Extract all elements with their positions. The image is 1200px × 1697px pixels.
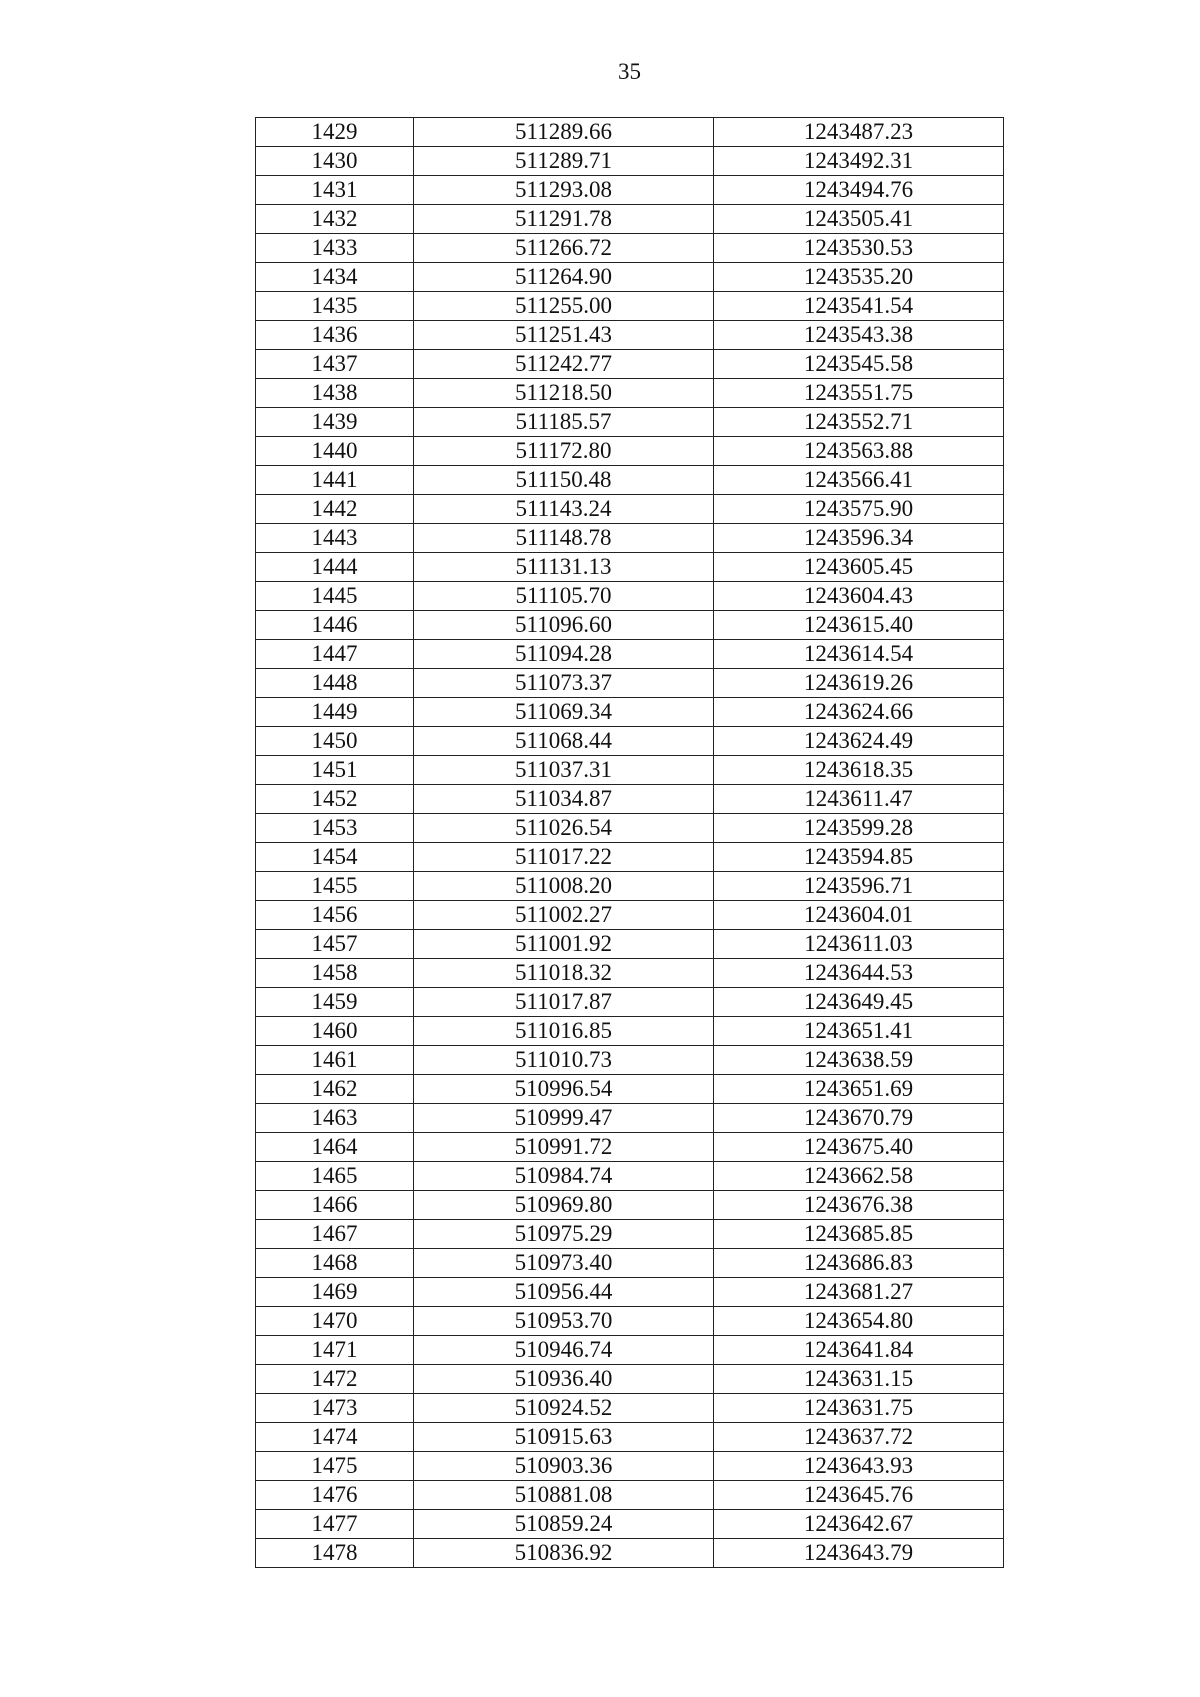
point-number-cell: 1442 [256,495,414,524]
point-number-cell: 1473 [256,1394,414,1423]
table-row [256,176,1004,205]
y-coordinate-cell: 1243566.41 [714,466,1004,495]
table-row [256,1046,1004,1075]
y-coordinate-cell: 1243614.54 [714,640,1004,669]
table-row [256,1104,1004,1133]
table-row [256,118,1004,147]
y-coordinate-cell: 1243563.88 [714,437,1004,466]
point-number-cell: 1455 [256,872,414,901]
point-number-cell: 1435 [256,292,414,321]
point-number-cell: 1475 [256,1452,414,1481]
y-coordinate-cell: 1243675.40 [714,1133,1004,1162]
y-coordinate-cell: 1243605.45 [714,553,1004,582]
x-coordinate-cell: 511185.57 [414,408,714,437]
point-number-cell: 1441 [256,466,414,495]
y-coordinate-cell: 1243596.71 [714,872,1004,901]
y-coordinate-cell: 1243596.34 [714,524,1004,553]
point-number-cell: 1438 [256,379,414,408]
x-coordinate-cell: 511017.22 [414,843,714,872]
point-number-cell: 1456 [256,901,414,930]
point-number-cell: 1440 [256,437,414,466]
x-coordinate-cell: 510969.80 [414,1191,714,1220]
x-coordinate-cell: 511017.87 [414,988,714,1017]
table-row [256,988,1004,1017]
y-coordinate-cell: 1243649.45 [714,988,1004,1017]
point-number-cell: 1437 [256,350,414,379]
x-coordinate-cell: 511037.31 [414,756,714,785]
point-number-cell: 1458 [256,959,414,988]
point-number-cell: 1472 [256,1365,414,1394]
table-row [256,1191,1004,1220]
x-coordinate-cell: 510946.74 [414,1336,714,1365]
y-coordinate-cell: 1243676.38 [714,1191,1004,1220]
y-coordinate-cell: 1243543.38 [714,321,1004,350]
point-number-cell: 1466 [256,1191,414,1220]
y-coordinate-cell: 1243643.93 [714,1452,1004,1481]
x-coordinate-cell: 510836.92 [414,1539,714,1568]
x-coordinate-cell: 510973.40 [414,1249,714,1278]
coordinates-table [255,117,1004,1568]
y-coordinate-cell: 1243551.75 [714,379,1004,408]
y-coordinate-cell: 1243492.31 [714,147,1004,176]
y-coordinate-cell: 1243631.15 [714,1365,1004,1394]
table-row [256,669,1004,698]
y-coordinate-cell: 1243545.58 [714,350,1004,379]
y-coordinate-cell: 1243651.69 [714,1075,1004,1104]
x-coordinate-cell: 511016.85 [414,1017,714,1046]
point-number-cell: 1454 [256,843,414,872]
point-number-cell: 1465 [256,1162,414,1191]
point-number-cell: 1460 [256,1017,414,1046]
point-number-cell: 1470 [256,1307,414,1336]
y-coordinate-cell: 1243685.85 [714,1220,1004,1249]
x-coordinate-cell: 510996.54 [414,1075,714,1104]
point-number-cell: 1468 [256,1249,414,1278]
table-row [256,379,1004,408]
y-coordinate-cell: 1243594.85 [714,843,1004,872]
x-coordinate-cell: 511143.24 [414,495,714,524]
point-number-cell: 1459 [256,988,414,1017]
point-number-cell: 1447 [256,640,414,669]
y-coordinate-cell: 1243604.43 [714,582,1004,611]
y-coordinate-cell: 1243611.47 [714,785,1004,814]
table-row [256,437,1004,466]
point-number-cell: 1444 [256,553,414,582]
y-coordinate-cell: 1243624.66 [714,698,1004,727]
x-coordinate-cell: 511291.78 [414,205,714,234]
table-row [256,727,1004,756]
point-number-cell: 1478 [256,1539,414,1568]
table-row [256,234,1004,263]
point-number-cell: 1436 [256,321,414,350]
y-coordinate-cell: 1243505.41 [714,205,1004,234]
x-coordinate-cell: 510936.40 [414,1365,714,1394]
table-row [256,263,1004,292]
point-number-cell: 1476 [256,1481,414,1510]
x-coordinate-cell: 511148.78 [414,524,714,553]
y-coordinate-cell: 1243552.71 [714,408,1004,437]
y-coordinate-cell: 1243615.40 [714,611,1004,640]
x-coordinate-cell: 511131.13 [414,553,714,582]
x-coordinate-cell: 511264.90 [414,263,714,292]
table-row [256,582,1004,611]
y-coordinate-cell: 1243535.20 [714,263,1004,292]
point-number-cell: 1434 [256,263,414,292]
point-number-cell: 1471 [256,1336,414,1365]
table-row [256,611,1004,640]
x-coordinate-cell: 510924.52 [414,1394,714,1423]
page-number: 35 [618,59,641,84]
y-coordinate-cell: 1243487.23 [714,118,1004,147]
y-coordinate-cell: 1243637.72 [714,1423,1004,1452]
x-coordinate-cell: 511266.72 [414,234,714,263]
y-coordinate-cell: 1243575.90 [714,495,1004,524]
table-row [256,292,1004,321]
table-row [256,1539,1004,1568]
y-coordinate-cell: 1243654.80 [714,1307,1004,1336]
table-row [256,1336,1004,1365]
point-number-cell: 1453 [256,814,414,843]
table-row [256,321,1004,350]
y-coordinate-cell: 1243643.79 [714,1539,1004,1568]
y-coordinate-cell: 1243651.41 [714,1017,1004,1046]
y-coordinate-cell: 1243541.54 [714,292,1004,321]
x-coordinate-cell: 510953.70 [414,1307,714,1336]
x-coordinate-cell: 510975.29 [414,1220,714,1249]
x-coordinate-cell: 511001.92 [414,930,714,959]
y-coordinate-cell: 1243631.75 [714,1394,1004,1423]
y-coordinate-cell: 1243618.35 [714,756,1004,785]
x-coordinate-cell: 511242.77 [414,350,714,379]
table-row [256,408,1004,437]
x-coordinate-cell: 510881.08 [414,1481,714,1510]
x-coordinate-cell: 511218.50 [414,379,714,408]
x-coordinate-cell: 511094.28 [414,640,714,669]
x-coordinate-cell: 510991.72 [414,1133,714,1162]
x-coordinate-cell: 511018.32 [414,959,714,988]
point-number-cell: 1463 [256,1104,414,1133]
table-row [256,1423,1004,1452]
x-coordinate-cell: 511289.66 [414,118,714,147]
table-row [256,1510,1004,1539]
point-number-cell: 1432 [256,205,414,234]
table-row [256,1365,1004,1394]
x-coordinate-cell: 511068.44 [414,727,714,756]
table-row [256,814,1004,843]
table-row [256,872,1004,901]
table-row [256,1481,1004,1510]
point-number-cell: 1449 [256,698,414,727]
y-coordinate-cell: 1243530.53 [714,234,1004,263]
point-number-cell: 1461 [256,1046,414,1075]
table-row [256,901,1004,930]
point-number-cell: 1477 [256,1510,414,1539]
table-row [256,553,1004,582]
table-row [256,930,1004,959]
y-coordinate-cell: 1243494.76 [714,176,1004,205]
x-coordinate-cell: 511105.70 [414,582,714,611]
point-number-cell: 1446 [256,611,414,640]
y-coordinate-cell: 1243645.76 [714,1481,1004,1510]
table-row [256,1278,1004,1307]
x-coordinate-cell: 511069.34 [414,698,714,727]
point-number-cell: 1469 [256,1278,414,1307]
y-coordinate-cell: 1243638.59 [714,1046,1004,1075]
table-row [256,495,1004,524]
x-coordinate-cell: 510859.24 [414,1510,714,1539]
table-row [256,1394,1004,1423]
x-coordinate-cell: 511150.48 [414,466,714,495]
y-coordinate-cell: 1243619.26 [714,669,1004,698]
y-coordinate-cell: 1243644.53 [714,959,1004,988]
y-coordinate-cell: 1243670.79 [714,1104,1004,1133]
point-number-cell: 1448 [256,669,414,698]
y-coordinate-cell: 1243642.67 [714,1510,1004,1539]
table-row [256,785,1004,814]
table-row [256,1075,1004,1104]
y-coordinate-cell: 1243624.49 [714,727,1004,756]
table-row [256,1133,1004,1162]
table-row [256,843,1004,872]
point-number-cell: 1433 [256,234,414,263]
table-row [256,524,1004,553]
y-coordinate-cell: 1243604.01 [714,901,1004,930]
x-coordinate-cell: 511289.71 [414,147,714,176]
point-number-cell: 1451 [256,756,414,785]
coordinates-table-body [256,118,1004,1568]
x-coordinate-cell: 510915.63 [414,1423,714,1452]
table-row [256,205,1004,234]
point-number-cell: 1445 [256,582,414,611]
point-number-cell: 1430 [256,147,414,176]
table-row [256,1452,1004,1481]
y-coordinate-cell: 1243686.83 [714,1249,1004,1278]
table-row [256,698,1004,727]
point-number-cell: 1443 [256,524,414,553]
x-coordinate-cell: 510984.74 [414,1162,714,1191]
x-coordinate-cell: 511073.37 [414,669,714,698]
point-number-cell: 1474 [256,1423,414,1452]
y-coordinate-cell: 1243611.03 [714,930,1004,959]
x-coordinate-cell: 511255.00 [414,292,714,321]
table-row [256,350,1004,379]
table-row [256,147,1004,176]
point-number-cell: 1464 [256,1133,414,1162]
x-coordinate-cell: 511172.80 [414,437,714,466]
point-number-cell: 1467 [256,1220,414,1249]
point-number-cell: 1457 [256,930,414,959]
point-number-cell: 1450 [256,727,414,756]
point-number-cell: 1452 [256,785,414,814]
x-coordinate-cell: 510956.44 [414,1278,714,1307]
table-row [256,959,1004,988]
x-coordinate-cell: 511251.43 [414,321,714,350]
table-row [256,1220,1004,1249]
x-coordinate-cell: 510999.47 [414,1104,714,1133]
y-coordinate-cell: 1243641.84 [714,1336,1004,1365]
y-coordinate-cell: 1243599.28 [714,814,1004,843]
table-row [256,1162,1004,1191]
x-coordinate-cell: 511293.08 [414,176,714,205]
x-coordinate-cell: 511010.73 [414,1046,714,1075]
table-row [256,1017,1004,1046]
x-coordinate-cell: 511026.54 [414,814,714,843]
x-coordinate-cell: 511096.60 [414,611,714,640]
x-coordinate-cell: 511008.20 [414,872,714,901]
table-row [256,756,1004,785]
y-coordinate-cell: 1243681.27 [714,1278,1004,1307]
x-coordinate-cell: 511034.87 [414,785,714,814]
table-row [256,1307,1004,1336]
x-coordinate-cell: 510903.36 [414,1452,714,1481]
point-number-cell: 1462 [256,1075,414,1104]
point-number-cell: 1431 [256,176,414,205]
x-coordinate-cell: 511002.27 [414,901,714,930]
y-coordinate-cell: 1243662.58 [714,1162,1004,1191]
table-row [256,640,1004,669]
point-number-cell: 1429 [256,118,414,147]
point-number-cell: 1439 [256,408,414,437]
table-row [256,1249,1004,1278]
table-row [256,466,1004,495]
